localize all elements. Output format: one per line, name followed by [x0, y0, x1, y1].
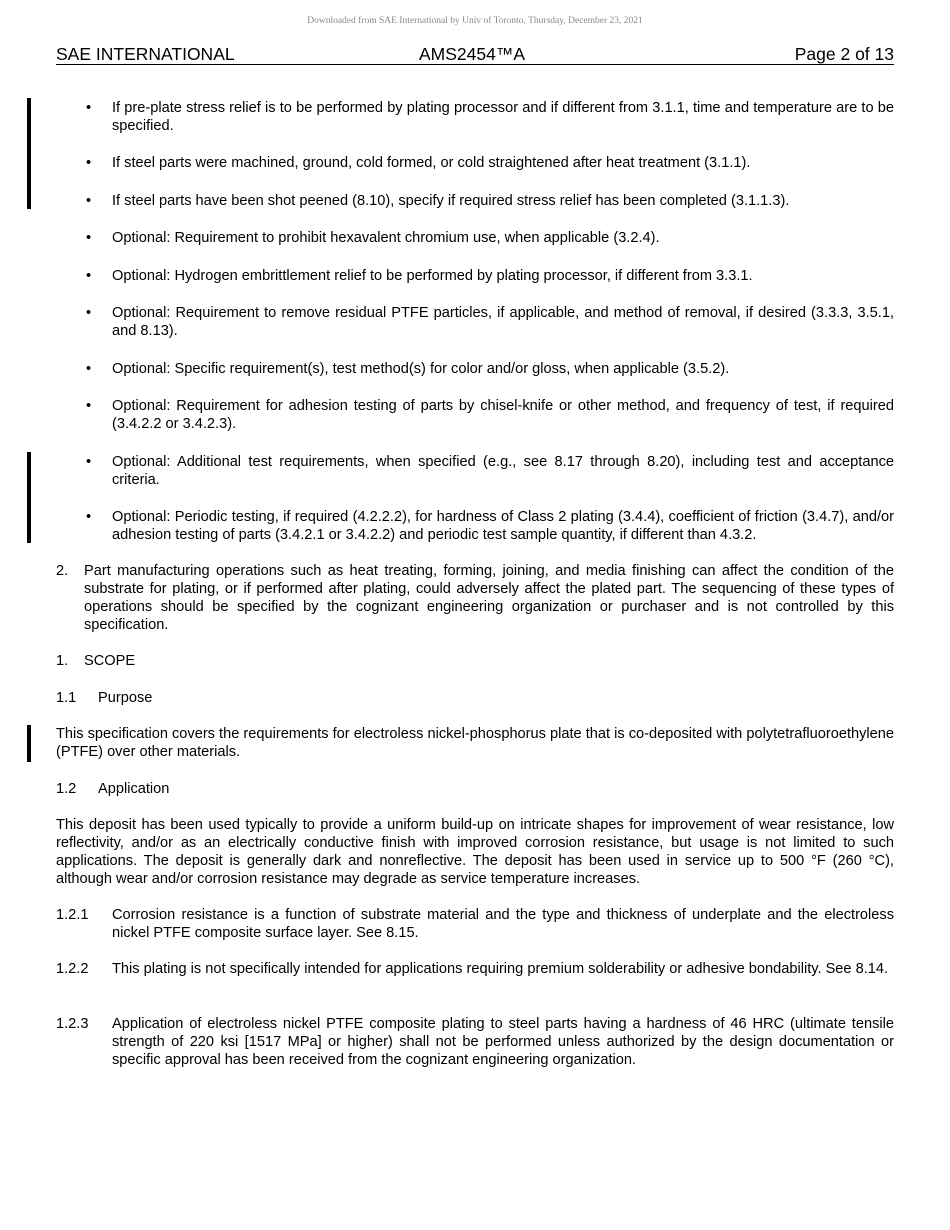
- bullet-marker: •: [86, 361, 92, 377]
- clause-text: Corrosion resistance is a function of substrate material and the type and thickness of underplate and the electroless nickel PTFE composite surface layer. See 8.15.: [112, 907, 894, 941]
- page-header: [56, 44, 894, 65]
- clause-text: Application of electroless nickel PTFE composite plating to steel parts having a hardness of 46 HRC (ultimate tensile strength of 220 ksi [1517 MPa] or higher) shall not be performed unless authorized by the design documentation or specific approval has been received from the cognizant engineering organization.: [112, 1016, 894, 1068]
- list-item: Optional: Hydrogen embrittlement relief to be performed by plating processor, if different from 3.3.1.: [112, 268, 753, 284]
- bullet-marker: •: [86, 100, 92, 116]
- list-item: Optional: Periodic testing, if required (4.2.2.2), for hardness of Class 2 plating (3.4.4), coefficient of friction (3.4.7), and/or adhesion testing of parts (3.4.2.1 or 3.4.2.2) and periodic test sample quantity, if different than 4.3.2.: [112, 509, 894, 543]
- list-item: Optional: Requirement to prohibit hexavalent chromium use, when applicable (3.2.4).: [112, 230, 660, 246]
- subsection-number: 1.2: [56, 781, 77, 797]
- section-number: 1.: [56, 653, 69, 669]
- bullet-marker: •: [86, 268, 92, 284]
- clause-number: 1.2.3: [56, 1016, 89, 1032]
- list-item: If pre-plate stress relief is to be performed by plating processor and if different from 3.1.1, time and temperature are to be specified.: [112, 100, 894, 134]
- bullet-marker: •: [86, 305, 92, 321]
- list-item: Optional: Specific requirement(s), test method(s) for color and/or gloss, when applicable (3.5.2).: [112, 361, 730, 377]
- change-bar: [27, 98, 31, 209]
- download-watermark: Downloaded from SAE International by Univ of Toronto, Thursday, December 23, 2021: [307, 16, 643, 26]
- subsection-number: 1.1: [56, 690, 77, 706]
- purpose-paragraph: This specification covers the requirements for electroless nickel-phosphorus plate that is co-deposited with polytetrafluoroethylene (PTFE) over other materials.: [56, 726, 894, 760]
- list-item: Optional: Additional test requirements, when specified (e.g., see 8.17 through 8.20), including test and acceptance criteria.: [112, 454, 894, 488]
- header-document-number: AMS2454™A: [419, 44, 526, 64]
- list-item: If steel parts have been shot peened (8.10), specify if required stress relief has been completed (3.1.1.3).: [112, 193, 790, 209]
- list-item: Optional: Requirement for adhesion testing of parts by chisel-knife or other method, and frequency of test, if required (3.4.2.2 or 3.4.2.3).: [112, 398, 894, 432]
- clause-number: 1.2.2: [56, 961, 89, 977]
- change-bar: [27, 725, 31, 762]
- clause-number: 1.2.1: [56, 907, 89, 923]
- bullet-marker: •: [86, 230, 92, 246]
- list-item: If steel parts were machined, ground, cold formed, or cold straightened after heat treatment (3.1.1).: [112, 155, 751, 171]
- application-paragraph: This deposit has been used typically to provide a uniform build-up on intricate shapes for improvement of wear resistance, low reflectivity, and/or as an electrically conductive finish with improved corrosion resistance, but usage is not limited to such applications. The deposit is generally dark and nonreflective. The deposit has been used in service up to 500 °F (260 °C), although wear and/or corrosion resistance may degrade as service temperature increases.: [56, 817, 894, 887]
- clause-text: This plating is not specifically intended for applications requiring premium solderability or adhesive bondability. See 8.14.: [112, 961, 889, 977]
- subsection-title: Application: [98, 781, 170, 797]
- header-page-number: Page 2 of 13: [794, 44, 894, 64]
- bullet-marker: •: [86, 509, 92, 525]
- bullet-marker: •: [86, 155, 92, 171]
- note-number: 2.: [56, 563, 69, 579]
- section-title: SCOPE: [84, 653, 136, 669]
- bullet-marker: •: [86, 193, 92, 209]
- header-publisher: SAE INTERNATIONAL: [56, 44, 235, 64]
- note-text: Part manufacturing operations such as heat treating, forming, joining, and media finishing can affect the condition of the substrate for plating, or if performed after plating, could adversely affect the plated part. The sequencing of these types of operations should be specified by the cognizant engineering organization or purchaser and is not controlled by this specification.: [84, 563, 894, 633]
- bullet-marker: •: [86, 454, 92, 470]
- change-bar: [27, 452, 31, 543]
- list-item: Optional: Requirement to remove residual PTFE particles, if applicable, and method of removal, if desired (3.3.3, 3.5.1, and 8.13).: [112, 305, 894, 339]
- subsection-title: Purpose: [98, 690, 153, 706]
- bullet-marker: •: [86, 398, 92, 414]
